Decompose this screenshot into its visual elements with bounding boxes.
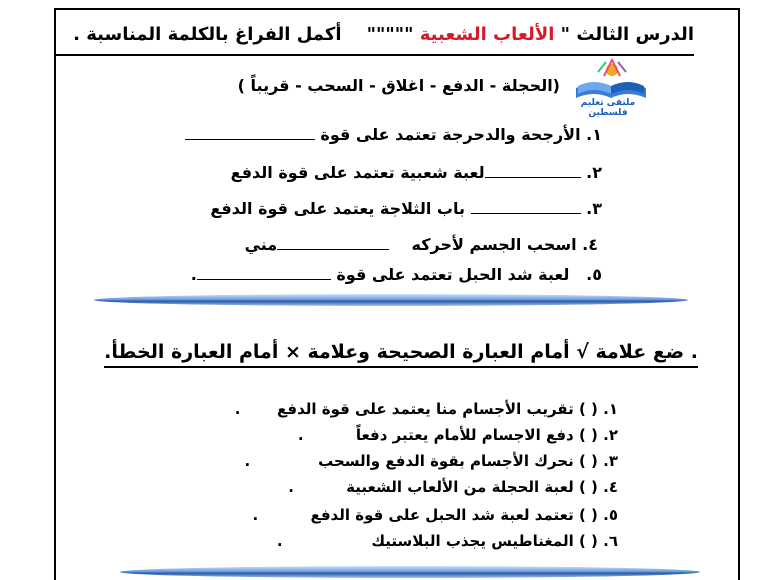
section-divider: [94, 294, 688, 306]
quote-open: ": [560, 24, 571, 45]
answer-bracket[interactable]: ( ): [578, 532, 598, 550]
statement-end: .: [297, 426, 304, 444]
statement-text: المغناطيس يجذب البلاستيك: [371, 532, 574, 550]
item-text: باب الثلاجة يعتمد على قوة الدفع: [210, 199, 465, 218]
item-text-after: مني: [244, 235, 278, 254]
fill-item-2: [231, 162, 602, 184]
answer-bracket[interactable]: ( ): [578, 452, 598, 470]
answer-bracket[interactable]: ( ): [578, 478, 598, 496]
item-number: ٦.: [603, 532, 618, 550]
page-border-top: [54, 8, 740, 10]
statement-end: .: [234, 400, 241, 418]
item-text: لعبة شعبية تعتمد على قوة الدفع: [230, 163, 485, 182]
item-number: ٢.: [586, 163, 602, 182]
item-number: ٣.: [603, 452, 618, 470]
statement-text: تعتمد لعبة شد الحبل على قوة الدفع: [310, 506, 574, 524]
logo-text: ملتقى تعليم فلسطين: [580, 98, 636, 118]
truefalse-item-3: [244, 450, 618, 472]
answer-blank[interactable]: [485, 163, 581, 178]
page-border-right: [738, 8, 740, 580]
statement-end: .: [276, 532, 283, 550]
item-number: ١.: [586, 125, 602, 144]
truefalse-item-5: [253, 504, 618, 526]
answer-blank[interactable]: [471, 199, 581, 214]
statement-end: .: [288, 478, 294, 496]
word-bank: (الحجلة - الدفع - اغلاق - السحب - قريباً ): [237, 76, 560, 95]
fill-item-3: [210, 198, 602, 220]
instruction-text: أكمل الفراغ بالكلمة المناسبة .: [73, 24, 342, 45]
truefalse-item-1: [235, 398, 618, 420]
statement-text: دفع الاجسام للأمام يعتبر دفعاً: [355, 426, 574, 444]
item-number: ٥.: [586, 265, 602, 284]
item-number: ٤.: [603, 478, 618, 496]
fill-item-1: [185, 124, 602, 146]
statement-end: .: [244, 452, 251, 470]
item-number: ٤.: [582, 235, 598, 254]
item-text: اسحب الجسم لأحركه: [411, 235, 577, 254]
worksheet-title: [54, 20, 694, 56]
section2-title: . ضع علامة √ أمام العبارة الصحيحة وعلامة × أمام العبارة الخطأ.: [104, 338, 698, 368]
section-divider-bottom: [120, 566, 700, 578]
fill-item-4: [245, 234, 598, 256]
truefalse-item-4: [288, 476, 618, 498]
lesson-label: الدرس الثالث: [576, 24, 694, 45]
item-number: ٣.: [586, 199, 602, 218]
quote-close: """"": [366, 24, 414, 45]
truefalse-item-2: [298, 424, 618, 446]
item-number: ٢.: [603, 426, 618, 444]
answer-bracket[interactable]: ( ): [578, 426, 598, 444]
answer-blank[interactable]: [197, 265, 331, 280]
item-end: .: [190, 265, 197, 284]
truefalse-item-6: [277, 530, 618, 552]
lesson-name: الألعاب الشعبية: [419, 24, 555, 45]
statement-text: لعبة الحجلة من الألعاب الشعبية: [346, 478, 574, 496]
answer-bracket[interactable]: ( ): [578, 400, 598, 418]
item-number: ١.: [603, 400, 618, 418]
answer-blank[interactable]: [185, 125, 315, 140]
answer-bracket[interactable]: ( ): [578, 506, 598, 524]
item-text: لعبة شد الحبل تعتمد على قوة: [336, 265, 570, 284]
fill-item-5: [191, 264, 602, 286]
statement-text: نحرك الأجسام بقوة الدفع والسحب: [318, 452, 574, 470]
item-text: الأرجحة والدحرجة تعتمد على قوة: [320, 125, 581, 144]
item-number: ٥.: [603, 506, 618, 524]
page-border-left: [54, 8, 56, 580]
statement-text: تقريب الأجسام منا يعتمد على قوة الدفع: [277, 400, 574, 418]
statement-end: .: [252, 506, 259, 524]
answer-blank[interactable]: [277, 235, 389, 250]
